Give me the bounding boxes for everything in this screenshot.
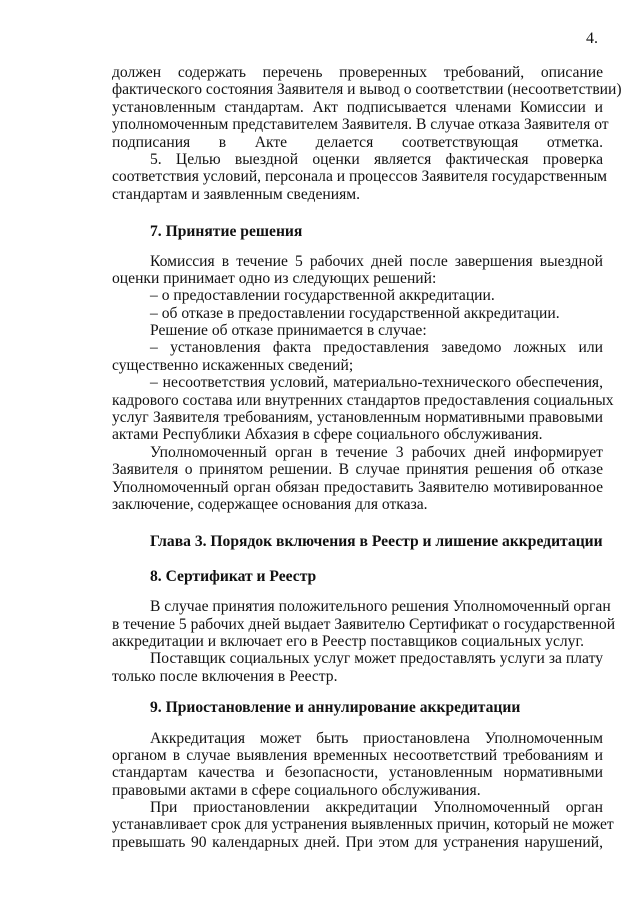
- paragraph-line: кадрового состава или внутренних стандартов предоставления социальных: [112, 391, 614, 409]
- paragraph-line: актами Республики Абхазия в сфере социального обслуживания.: [112, 426, 543, 444]
- paragraph-line: услуг Заявителя требованиям, установленным нормативными правовыми: [112, 409, 603, 427]
- paragraph-line: В случае принятия положительного решения Уполномоченный орган: [150, 598, 611, 616]
- paragraph-line: заключение, содержащее основания для отказа.: [112, 495, 428, 513]
- paragraph-line: оценки принимает одно из следующих решений:: [112, 269, 437, 287]
- paragraph-line: уполномоченным представителем Заявителя. В случае отказа Заявителя от: [112, 116, 609, 134]
- paragraph-line: – несоответствия условий, материально-технического обеспечения,: [150, 374, 603, 392]
- paragraph-line: аккредитации и включает его в Реестр поставщиков социальных услуг.: [112, 632, 584, 650]
- paragraph-line: в течение 5 рабочих дней выдает Заявителю Сертификат о государственной: [112, 615, 616, 633]
- paragraph-line: соответствия условий, персонала и процессов Заявителя государственным: [112, 168, 608, 186]
- paragraph-line: Решение об отказе принимается в случае:: [150, 322, 427, 340]
- paragraph-line: стандартам качества и безопасности, установленным нормативными: [112, 764, 603, 782]
- paragraph-line: существенно искаженных сведений;: [112, 356, 354, 374]
- paragraph-line: Уполномоченный орган в течение 3 рабочих дней информирует: [150, 443, 603, 461]
- paragraph-line: установленным стандартам. Акт подписывается членами Комиссии и: [112, 98, 603, 116]
- paragraph-line: только после включения в Реестр.: [112, 667, 338, 685]
- document-body: [112, 64, 622, 851]
- paragraph-line: Уполномоченный орган обязан предоставить Заявителю мотивированное: [112, 478, 603, 496]
- paragraph-line: фактического состояния Заявителя и вывод о соответствии (несоответствии): [112, 81, 622, 99]
- paragraph-line: должен содержать перечень проверенных требований, описание: [112, 64, 603, 81]
- section-heading: 7. Принятие решения: [150, 223, 303, 241]
- paragraph-line: Комиссия в течение 5 рабочих дней после завершения выездной: [150, 252, 603, 270]
- paragraph-line: превышать 90 календарных дней. При этом для устранения нарушений,: [112, 833, 603, 851]
- section-heading: Глава 3. Порядок включения в Реестр и лишение аккредитации: [150, 533, 603, 551]
- paragraph-line: Заявителя о принятом решении. В случае принятия решения об отказе: [112, 461, 603, 479]
- page-number: 4.: [586, 30, 598, 47]
- paragraph-line: – установления факта предоставления заведомо ложных или: [150, 339, 603, 357]
- paragraph-line: Аккредитация может быть приостановлена Уполномоченным: [150, 729, 603, 747]
- paragraph-line: подписания в Акте делается соответствующая отметка.: [112, 133, 603, 151]
- paragraph-line: правовыми актами в сфере социального обслуживания.: [112, 781, 481, 799]
- section-heading: 9. Приостановление и аннулирование аккредитации: [150, 699, 521, 717]
- paragraph-line: стандартам и заявленным сведениям.: [112, 185, 361, 203]
- paragraph-line: При приостановлении аккредитации Уполномоченный орган: [150, 799, 603, 817]
- paragraph-line: 5. Целью выездной оценки является фактическая проверка: [150, 150, 603, 168]
- paragraph-line: устанавливает срок для устранения выявленных причин, который не может: [112, 816, 614, 834]
- paragraph-line: органом в случае выявления временных несоответствий требованиям и: [112, 746, 603, 764]
- paragraph-line: Поставщик социальных услуг может предоставлять услуги за плату: [150, 650, 603, 668]
- paragraph-line: – о предоставлении государственной аккредитации.: [150, 287, 495, 305]
- section-heading: 8. Сертификат и Реестр: [150, 567, 317, 585]
- paragraph-line: – об отказе в предоставлении государственной аккредитации.: [150, 304, 560, 322]
